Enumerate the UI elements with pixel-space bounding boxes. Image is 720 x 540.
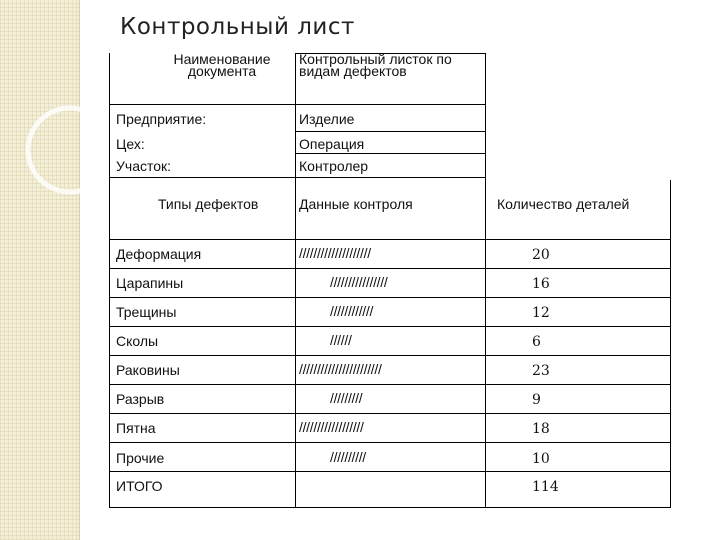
defect-label: Разрыв xyxy=(116,391,165,407)
tally-marks: ////// xyxy=(330,332,352,348)
row-line xyxy=(109,384,670,385)
defect-count: 20 xyxy=(532,247,550,263)
doc-name-label xyxy=(152,53,292,77)
controller-label: Контролер xyxy=(299,158,369,174)
table-divider-2 xyxy=(485,53,486,508)
column-header-parts-count: Количество деталей xyxy=(497,196,630,212)
defect-count: 10 xyxy=(532,451,550,467)
table-right-border xyxy=(670,180,671,508)
tally-marks: //////////////// xyxy=(330,274,388,290)
row-line xyxy=(109,326,670,327)
table-bottom-border xyxy=(109,507,671,508)
doc-name-value-line1: Контрольный листок по xyxy=(299,51,452,67)
operation-label: Операция xyxy=(299,136,365,152)
defect-label: Пятна xyxy=(116,420,156,436)
defect-label: Царапины xyxy=(116,275,184,291)
tally-marks: //////////////////// xyxy=(299,245,371,261)
tally-marks: ////////// xyxy=(330,449,366,465)
total-label: ИТОГО xyxy=(116,478,163,494)
column-header-defect-types: Типы дефектов xyxy=(158,196,259,212)
defect-count: 23 xyxy=(532,363,550,379)
row-line xyxy=(295,131,485,132)
table-left-border xyxy=(109,53,110,508)
row-line xyxy=(109,442,670,443)
defect-label: Сколы xyxy=(116,333,159,349)
column-header-control-data: Данные контроля xyxy=(299,196,413,212)
defect-count: 18 xyxy=(532,421,550,437)
total-count: 114 xyxy=(532,479,559,495)
row-line xyxy=(295,153,485,154)
row-line xyxy=(109,355,670,356)
defect-label: Деформация xyxy=(116,246,202,262)
defect-label: Раковины xyxy=(116,362,180,378)
row-line xyxy=(109,268,670,269)
workshop-label: Цех: xyxy=(116,136,145,152)
row-line xyxy=(109,177,485,178)
row-line xyxy=(109,104,485,105)
tally-marks: ///////// xyxy=(330,390,363,406)
defect-count: 6 xyxy=(532,334,541,350)
defect-label: Прочие xyxy=(116,450,165,466)
doc-name-value-line2: видам дефектов xyxy=(299,63,407,79)
section-label: Участок: xyxy=(116,158,172,174)
tally-marks: /////////////////////// xyxy=(299,361,382,377)
defect-count: 16 xyxy=(532,276,550,292)
product-label: Изделие xyxy=(299,111,355,127)
row-line xyxy=(109,297,670,298)
defect-label: Трещины xyxy=(116,304,177,320)
doc-name-label-line2: документа xyxy=(187,63,257,79)
doc-name-value xyxy=(299,53,452,77)
enterprise-label: Предприятие: xyxy=(116,111,207,127)
row-line xyxy=(109,471,670,472)
defect-count: 9 xyxy=(532,392,541,408)
table-divider-1 xyxy=(295,53,296,508)
doc-name-label-line1: Наименование xyxy=(173,51,271,67)
defect-count: 12 xyxy=(532,305,550,321)
tally-marks: //////////// xyxy=(330,303,374,319)
slide-title: Контрольный лист xyxy=(120,14,355,40)
tally-marks: ////////////////// xyxy=(299,419,364,435)
row-line xyxy=(109,413,670,414)
row-line xyxy=(109,239,670,240)
